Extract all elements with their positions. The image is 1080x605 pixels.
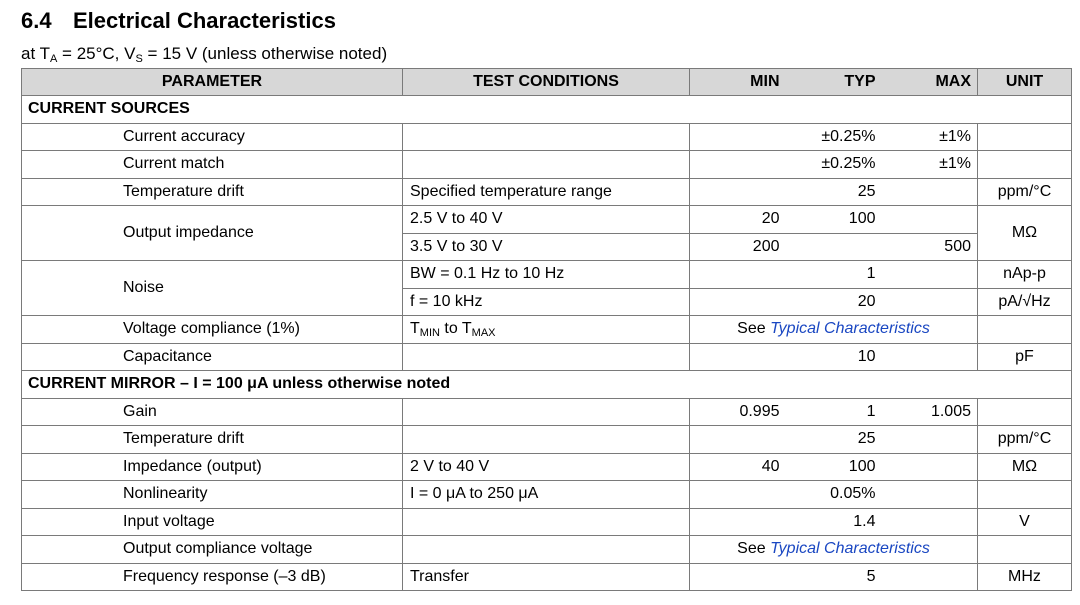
table-row: [22, 536, 1072, 564]
param-noise: Noise: [22, 261, 403, 316]
unit-cell: [978, 481, 1072, 509]
max-subscript: MAX: [471, 327, 496, 340]
typical-characteristics-link[interactable]: Typical Characteristics: [770, 320, 930, 338]
cond-cell: Transfer: [403, 563, 690, 591]
param-output-impedance: Output impedance: [22, 206, 403, 261]
table-row: [22, 151, 1072, 179]
min-subscript: MIN: [419, 327, 440, 340]
max-cell: 1.005: [876, 398, 978, 426]
min-cell: [690, 426, 780, 454]
param-gain: Gain: [22, 398, 403, 426]
param-input-voltage: Input voltage: [22, 508, 403, 536]
param-current-match: Current match: [22, 151, 403, 179]
cond-cell: f = 10 kHz: [403, 288, 690, 316]
max-cell: [876, 563, 978, 591]
param-output-compliance-voltage: Output compliance voltage: [22, 536, 403, 564]
vs-subscript: S: [135, 53, 143, 65]
max-cell: [876, 453, 978, 481]
table-row: [22, 316, 1072, 344]
unit-cell: nAp-p: [978, 261, 1072, 289]
unit-cell: V: [978, 508, 1072, 536]
max-cell: [876, 343, 978, 371]
cond-cell: BW = 0.1 Hz to 10 Hz: [403, 261, 690, 289]
min-cell: 0.995: [690, 398, 780, 426]
typ-cell: 10: [780, 343, 876, 371]
cond-cell: Specified temperature range: [403, 178, 690, 206]
unit-cell: pA/√Hz: [978, 288, 1072, 316]
table-row: [22, 563, 1072, 591]
param-nonlinearity: Nonlinearity: [22, 481, 403, 509]
min-cell: [690, 508, 780, 536]
max-cell: [876, 481, 978, 509]
table-row: [22, 343, 1072, 371]
typ-cell: 25: [780, 178, 876, 206]
max-cell: [876, 261, 978, 289]
param-current-accuracy: Current accuracy: [22, 123, 403, 151]
section-title-current-mirror: CURRENT MIRROR – I = 100 μA unless otherwise noted: [22, 371, 1072, 399]
min-cell: 40: [690, 453, 780, 481]
unit-cell: pF: [978, 343, 1072, 371]
section-heading: [21, 8, 336, 34]
cond-t-min: T: [410, 320, 420, 338]
max-cell: [876, 426, 978, 454]
cond-cell: [403, 343, 690, 371]
conditions-prefix: at T: [21, 44, 50, 63]
min-cell: [690, 481, 780, 509]
header-test-conditions: TEST CONDITIONS: [403, 69, 690, 96]
section-title-current-sources: CURRENT SOURCES: [22, 96, 1072, 124]
typ-cell: [780, 233, 876, 261]
min-cell: [690, 178, 780, 206]
typ-cell: 20: [780, 288, 876, 316]
table-row: [22, 453, 1072, 481]
cond-cell: [403, 536, 690, 564]
header-min: MIN: [690, 69, 780, 96]
cond-cell: I = 0 μA to 250 μA: [403, 481, 690, 509]
header-max: MAX: [876, 69, 978, 96]
min-cell: 200: [690, 233, 780, 261]
max-cell: [876, 178, 978, 206]
cond-to-t: to T: [439, 320, 472, 338]
typ-cell: 5: [780, 563, 876, 591]
section-row: [22, 371, 1072, 399]
table-row: [22, 481, 1072, 509]
cond-cell: [403, 508, 690, 536]
max-cell: [876, 206, 978, 234]
unit-cell: MΩ: [978, 206, 1072, 261]
typ-cell: 100: [780, 453, 876, 481]
see-prefix: See: [737, 320, 771, 338]
conditions-suffix: = 15 V (unless otherwise noted): [142, 44, 388, 63]
max-cell: ±1%: [876, 123, 978, 151]
table-header-row: [22, 69, 1072, 96]
unit-cell: [978, 151, 1072, 179]
table-row: [22, 261, 1072, 289]
max-cell: ±1%: [876, 151, 978, 179]
min-cell: [690, 151, 780, 179]
typ-cell: ±0.25%: [780, 123, 876, 151]
param-capacitance: Capacitance: [22, 343, 403, 371]
unit-cell: MHz: [978, 563, 1072, 591]
unit-cell: ppm/°C: [978, 178, 1072, 206]
param-voltage-compliance: Voltage compliance (1%): [22, 316, 403, 344]
cond-cell: 3.5 V to 30 V: [403, 233, 690, 261]
typ-cell: ±0.25%: [780, 151, 876, 179]
typ-cell: 25: [780, 426, 876, 454]
section-row: [22, 96, 1072, 124]
see-typical-characteristics: [690, 316, 978, 344]
header-parameter: PARAMETER: [22, 69, 403, 96]
table-row: [22, 178, 1072, 206]
table-row: [22, 123, 1072, 151]
cond-cell: [403, 426, 690, 454]
see-typical-characteristics: [690, 536, 978, 564]
min-cell: [690, 563, 780, 591]
cond-cell: 2 V to 40 V: [403, 453, 690, 481]
min-cell: [690, 343, 780, 371]
max-cell: [876, 288, 978, 316]
table-row: [22, 398, 1072, 426]
typical-characteristics-link[interactable]: Typical Characteristics: [770, 540, 930, 558]
unit-cell: ppm/°C: [978, 426, 1072, 454]
cond-cell: [403, 123, 690, 151]
param-mirror-temperature-drift: Temperature drift: [22, 426, 403, 454]
unit-cell: [978, 123, 1072, 151]
conditions-mid: = 25°C, V: [57, 44, 136, 63]
unit-cell: MΩ: [978, 453, 1072, 481]
table-row: [22, 426, 1072, 454]
typ-cell: 1: [780, 398, 876, 426]
min-cell: 20: [690, 206, 780, 234]
test-conditions-note: [21, 44, 387, 64]
param-temperature-drift: Temperature drift: [22, 178, 403, 206]
unit-cell: [978, 316, 1072, 344]
unit-cell: [978, 536, 1072, 564]
param-frequency-response: Frequency response (–3 dB): [22, 563, 403, 591]
param-impedance-output: Impedance (output): [22, 453, 403, 481]
typ-cell: 0.05%: [780, 481, 876, 509]
cond-cell: 2.5 V to 40 V: [403, 206, 690, 234]
min-cell: [690, 123, 780, 151]
typ-cell: 1.4: [780, 508, 876, 536]
cond-cell: [403, 151, 690, 179]
header-typ: TYP: [780, 69, 876, 96]
max-cell: 500: [876, 233, 978, 261]
section-number: 6.4: [21, 8, 52, 33]
see-prefix: See: [737, 540, 771, 558]
table-row: [22, 508, 1072, 536]
typ-cell: 100: [780, 206, 876, 234]
min-cell: [690, 288, 780, 316]
unit-cell: [978, 398, 1072, 426]
min-cell: [690, 261, 780, 289]
max-cell: [876, 508, 978, 536]
section-title: Electrical Characteristics: [73, 8, 336, 33]
table-row: [22, 206, 1072, 234]
header-unit: UNIT: [978, 69, 1072, 96]
cond-tmin-tmax: [403, 316, 690, 344]
cond-cell: [403, 398, 690, 426]
electrical-characteristics-table: [21, 68, 1072, 591]
typ-cell: 1: [780, 261, 876, 289]
ta-subscript: A: [49, 53, 58, 65]
